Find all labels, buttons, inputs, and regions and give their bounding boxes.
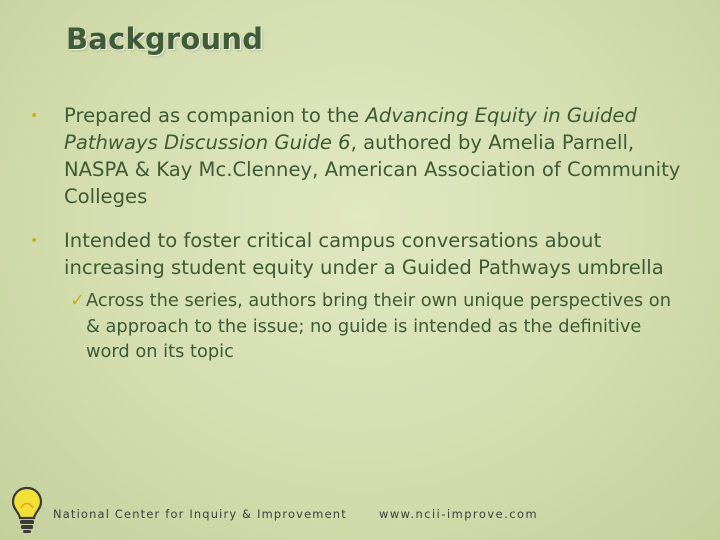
bullet-text-italic: Advancing Equity in Guided Pathways Discussion Guide 6 xyxy=(64,104,637,154)
footer-organization: National Center for Inquiry & Improvement xyxy=(53,507,347,521)
bullet-text-pre: Prepared as companion to the xyxy=(64,104,366,127)
sub-bullet-item xyxy=(70,288,690,365)
footer-website-link[interactable]: www.ncii-improve.com xyxy=(379,507,539,521)
bullet-dot-icon xyxy=(30,228,60,255)
sub-bullet-text: Across the series, authors bring their own unique perspectives on & approach to the issue; no guide is intended as the definitive word on its topic xyxy=(86,290,671,362)
bullet-text: Intended to foster critical campus conversations about increasing student equity under a Guided Pathways umbrella xyxy=(64,229,664,279)
slide-content xyxy=(30,102,690,365)
bullet-item xyxy=(30,227,690,281)
slide-title: Background xyxy=(66,22,264,56)
checkmark-icon: ✓ xyxy=(70,290,86,311)
bullet-text-post: , authored by Amelia Parnell, NASPA & Kay Mc.Clenney, American Association of Community Colleges xyxy=(64,131,681,208)
lightbulb-icon xyxy=(10,485,44,539)
bullet-item xyxy=(30,102,690,210)
bullet-dot-icon xyxy=(30,103,60,130)
